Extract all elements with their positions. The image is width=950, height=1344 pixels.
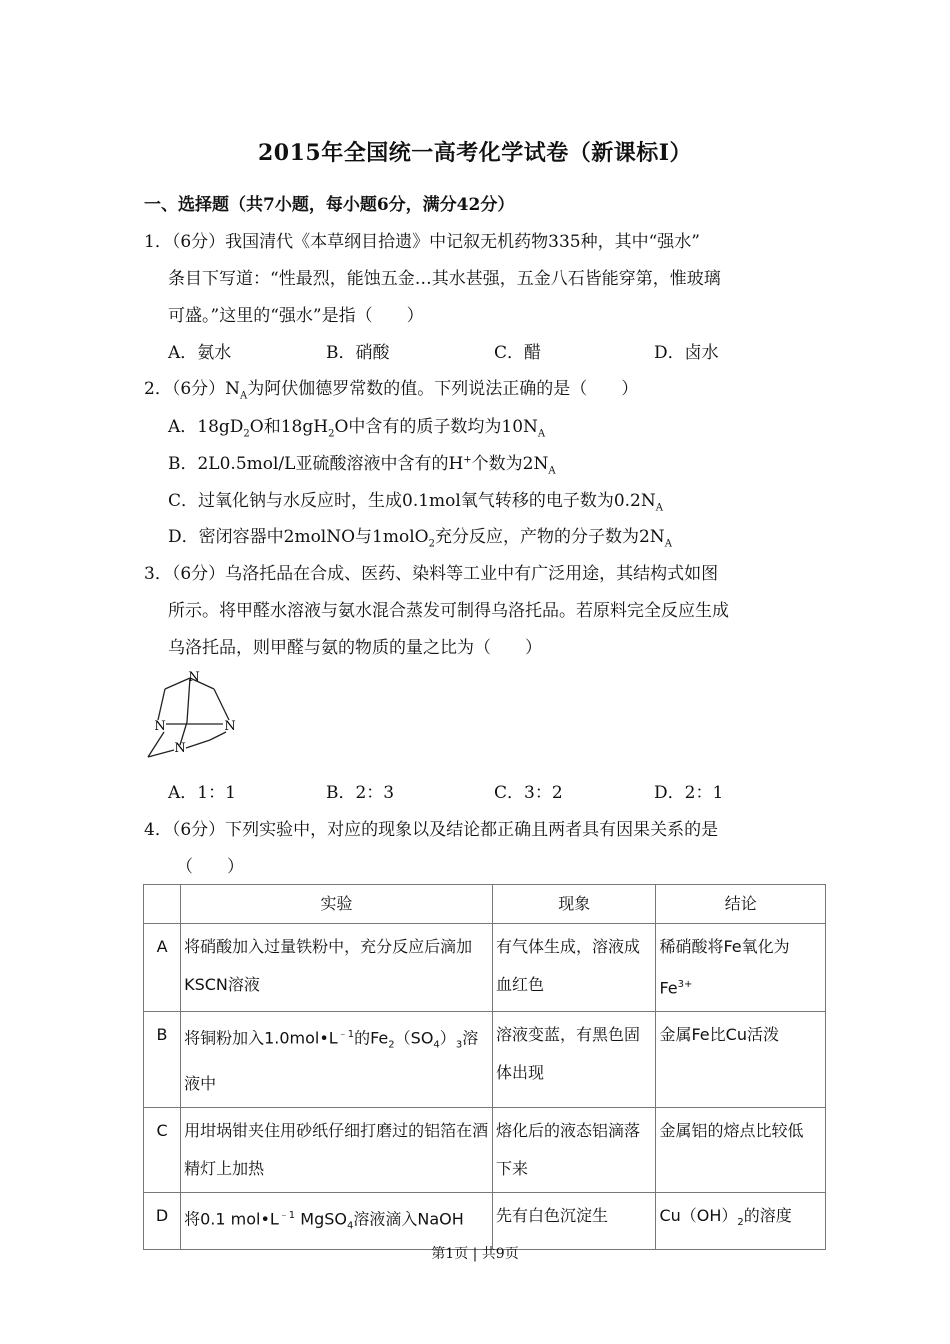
q1-option-d: D．卤水 (654, 343, 719, 363)
q1-option-a: A．氨水 (168, 343, 232, 363)
cell-experiment: 用坩埚钳夹住用砂纸仔细打磨过的铝箔在酒精灯上加热 (181, 1107, 493, 1192)
cell-phenomenon: 先有白色沉淀生 (493, 1192, 656, 1250)
q2-stem: 2．（6分）$N_A$为阿伏伽德罗常数的值。下列说法正确的是（ ） (144, 379, 639, 402)
row-label: D (144, 1192, 181, 1250)
row-label: B (144, 1012, 181, 1108)
table-row (144, 1012, 826, 1108)
atom-n-top: N (188, 670, 200, 685)
header-phenomenon: 现象 (493, 885, 656, 924)
cell-phenomenon: 溶液变蓝，有黑色固体出现 (493, 1012, 656, 1108)
experiment-table (143, 884, 826, 1250)
cell-experiment: 将硝酸加入过量铁粉中，充分反应后滴加KSCN溶液 (181, 924, 493, 1012)
q1-option-c: C．醋 (494, 343, 542, 363)
header-label (144, 885, 181, 924)
cell-conclusion: 稀硝酸将Fe氧化为$Fe^{3+}$ (656, 924, 826, 1012)
q3-line-2: 所示。将甲醛水溶液与氨水混合蒸发可制得乌洛托品。若原料完全反应生成 (168, 601, 729, 621)
table-row (144, 1107, 826, 1192)
q3-option-b: B．2：3 (326, 783, 395, 803)
q3-option-a: A．1：1 (168, 783, 236, 803)
q1-line-3: 可盛。”这里的“强水”是指（ ） (168, 306, 424, 326)
atom-n-right: N (224, 719, 236, 734)
q2-option-d: D．密闭容器中2molNO与1molO$_2$充分反应，产物的分子数为$2N_A$ (168, 527, 672, 550)
atom-n-left: N (154, 719, 166, 734)
row-label: A (144, 924, 181, 1012)
table-header-row (144, 885, 826, 924)
row-label: C (144, 1107, 181, 1192)
q3-line-3: 乌洛托品，则甲醛与氨的物质的量之比为（ ） (168, 638, 542, 658)
page-footer: 第1页 | 共9页 (431, 1246, 519, 1262)
q2-option-c: C．过氧化钠与水反应时，生成0.1mol氧气转移的电子数为$0.2N_A$ (168, 491, 663, 514)
q2-option-b: B．2L0.5mol/L亚硫酸溶液中含有的H+个数为$2N_A$ (168, 454, 556, 477)
q2-option-a: A．$18gD_2O$和$18gH_2O$中含有的质子数均为$10N_A$ (168, 417, 546, 440)
header-experiment: 实验 (181, 885, 493, 924)
hexamine-structure-diagram (140, 662, 250, 762)
header-conclusion: 结论 (656, 885, 826, 924)
table-row (144, 1192, 826, 1250)
q3-option-c: C．3：2 (494, 783, 563, 803)
q4-line-1: 4．（6分）下列实验中，对应的现象以及结论都正确且两者具有因果关系的是 (144, 820, 719, 840)
q1-option-b: B．硝酸 (326, 343, 390, 363)
table-row (144, 924, 826, 1012)
atom-n-bottom: N (174, 741, 186, 756)
q3-option-d: D．2：1 (654, 783, 724, 803)
q4-line-2: （ ） (176, 857, 244, 877)
cell-conclusion: $Cu(OH)_2$的溶度 (656, 1192, 826, 1250)
cell-phenomenon: 有气体生成，溶液成血红色 (493, 924, 656, 1012)
cell-experiment: 将铜粉加入$1.0mol•L^{﹣1}$的$Fe_2(SO_4)_3$溶液中 (181, 1012, 493, 1108)
q3-line-1: 3．（6分）乌洛托品在合成、医药、染料等工业中有广泛用途，其结构式如图 (144, 564, 719, 584)
cell-conclusion: 金属铝的熔点比较低 (656, 1107, 826, 1192)
cell-conclusion: 金属Fe比Cu活泼 (656, 1012, 826, 1108)
q1-line-2: 条目下写道：“性最烈，能蚀五金…其水甚强，五金八石皆能穿第，惟玻璃 (168, 269, 721, 289)
cell-experiment: 将0.1 $mol•L^{﹣1}$ MgSO$_4$溶液滴入NaOH (181, 1192, 493, 1250)
cell-phenomenon: 熔化后的液态铝滴落下来 (493, 1107, 656, 1192)
page-title: 2015年全国统一高考化学试卷（新课标Ⅰ） (257, 140, 693, 166)
q1-line-1: 1．（6分）我国清代《本草纲目拾遗》中记叙无机药物335种，其中“强水” (144, 232, 700, 252)
section-heading: 一、选择题（共7小题，每小题6分，满分42分） (144, 195, 515, 215)
